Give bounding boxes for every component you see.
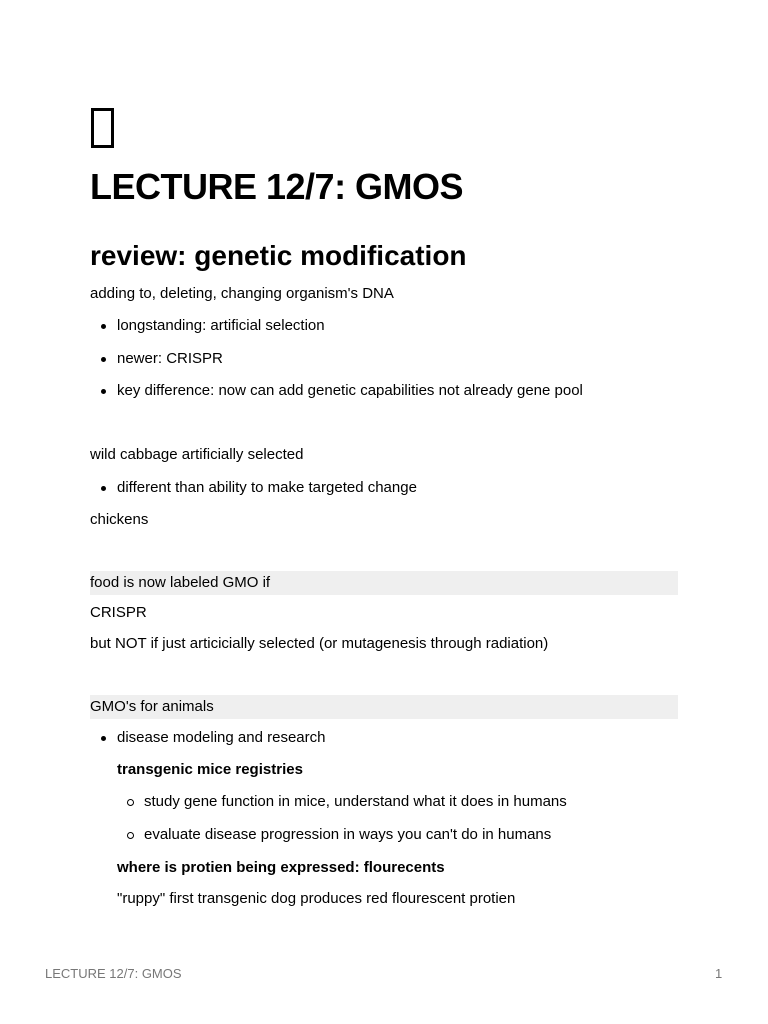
chickens-text: chickens bbox=[90, 511, 149, 528]
label-heading: food is now labeled GMO if bbox=[90, 574, 271, 591]
not-label-text: but NOT if just articicially selected (or mutagenesis through radiation) bbox=[90, 635, 549, 652]
list-item: key difference: now can add genetic capabilities not already gene pool bbox=[117, 382, 583, 399]
missing-glyph-icon bbox=[91, 108, 114, 148]
section-heading-review: review: genetic modification bbox=[90, 240, 467, 271]
ruppy-text: "ruppy" first transgenic dog produces red flourescent protien bbox=[117, 890, 516, 907]
page-title: LECTURE 12/7: GMOS bbox=[90, 166, 464, 207]
list-item: study gene function in mice, understand what it does in humans bbox=[144, 793, 567, 810]
list-item: newer: CRISPR bbox=[117, 350, 223, 367]
list-item: evaluate disease progression in ways you can't do in humans bbox=[144, 826, 552, 843]
list-item: longstanding: artificial selection bbox=[117, 317, 325, 334]
protein-heading: where is protien being expressed: flourecents bbox=[117, 859, 445, 876]
animals-heading: GMO's for animals bbox=[90, 698, 214, 715]
mice-heading: transgenic mice registries bbox=[117, 761, 303, 778]
list-item: disease modeling and research bbox=[117, 729, 326, 746]
list-item: different than ability to make targeted change bbox=[117, 479, 417, 496]
page-number: 1 bbox=[715, 966, 723, 981]
cabbage-text: wild cabbage artificially selected bbox=[90, 446, 304, 463]
footer-title: LECTURE 12/7: GMOS bbox=[45, 966, 182, 981]
intro-text: adding to, deleting, changing organism's DNA bbox=[90, 285, 394, 302]
crispr-text: CRISPR bbox=[90, 604, 147, 621]
